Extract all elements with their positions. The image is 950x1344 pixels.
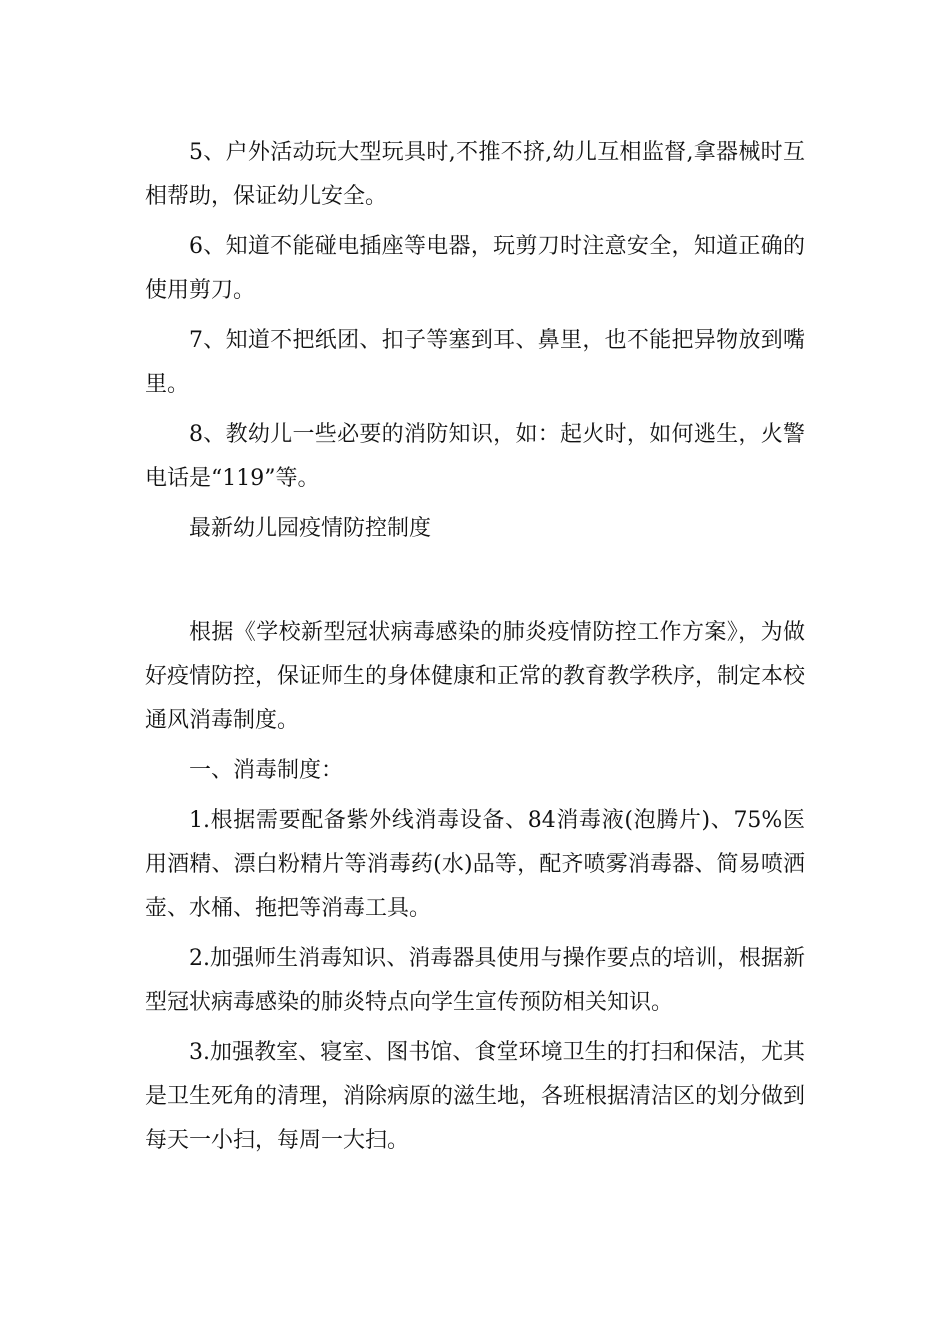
safety-item-7: 7、知道不把纸团、扣子等塞到耳、鼻里，也不能把异物放到嘴里。 [145,328,805,397]
disinfection-item-1: 1.根据需要配备紫外线消毒设备、84消毒液(泡腾片)、75%医用酒精、漂白粉精片等消毒药(水)品等，配齐喷雾消毒器、简易喷洒壶、水桶、拖把等消毒工具。 [145,808,805,921]
subheading-disinfection: 一、消毒制度： [189,758,344,783]
section-title: 最新幼儿园疫情防控制度 [189,516,432,541]
safety-item-6: 6、知道不能碰电插座等电器，玩剪刀时注意安全，知道正确的使用剪刀。 [145,234,805,303]
disinfection-item-3: 3.加强教室、寝室、图书馆、食堂环境卫生的打扫和保洁，尤其是卫生死角的清理，消除病原的滋生地，各班根据清洁区的划分做到每天一小扫，每周一大扫。 [145,1040,806,1153]
document-page [145,131,805,1169]
safety-item-5: 5、户外活动玩大型玩具时,不推不挤,幼儿互相监督,拿器械时互相帮助，保证幼儿安全。 [145,140,805,209]
intro-paragraph: 根据《学校新型冠状病毒感染的肺炎疫情防控工作方案》，为做好疫情防控，保证师生的身体健康和正常的教育教学秩序，制定本校通风消毒制度。 [145,620,806,733]
safety-item-8: 8、教幼儿一些必要的消防知识，如：起火时，如何逃生，火警电话是“119”等。 [145,422,805,491]
disinfection-item-2: 2.加强师生消毒知识、消毒器具使用与操作要点的培训，根据新型冠状病毒感染的肺炎特点向学生宣传预防相关知识。 [145,946,805,1015]
blank-space [145,551,805,611]
